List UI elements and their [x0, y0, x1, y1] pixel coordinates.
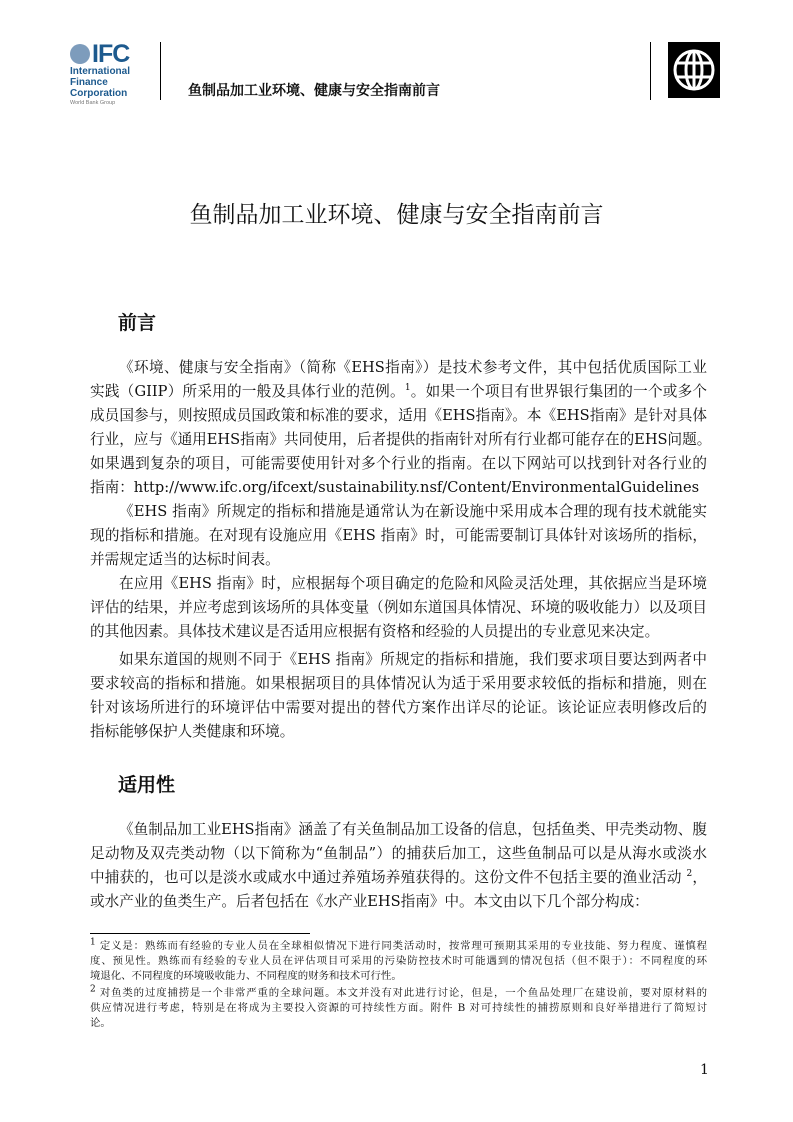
text-line: 针对该场所进行的环境评估中需要对提出的替代方案作出详尽的论证。该论证应表明修改后的	[90, 699, 707, 716]
text-line: 供应情况进行考虑，特别是在将成为主要投入资源的可持续性方面。附件 B 对可持续性的捕捞原则和良好举措进行了简短讨	[90, 1002, 707, 1014]
text-line: 《EHS 指南》所规定的指标和措施是通常认为在新设施中采用成本合理的现有技术就能实	[119, 503, 707, 520]
world-bank-logo	[668, 42, 720, 98]
ifc-globe-icon	[70, 44, 90, 64]
text-line: 或水产业的鱼类生产。后者包括在《水产业EHS指南》中。本文由以下几个部分构成：	[90, 893, 649, 910]
ifc-logo-line3: Corporation	[70, 88, 128, 99]
footnote-number: 2	[90, 984, 96, 995]
guidelines-link[interactable]: 指南：http://www.ifc.org/ifcext/sustainability.nsf/Content/EnvironmentalGuidelines	[90, 479, 700, 496]
text-line: 境退化、不同程度的环境吸收能力、不同程度的财务和技术可行性。	[90, 970, 402, 982]
ifc-logo-line1: International	[70, 66, 131, 77]
text-line: 如果遇到复杂的项目，可能需要使用针对多个行业的指南。在以下网站可以找到针对各行业的	[90, 455, 707, 472]
header-title: 鱼制品加工业环境、健康与安全指南前言	[188, 83, 440, 99]
text-line: 现的指标和措施。在对现有设施应用《EHS 指南》时，可能需要制订具体针对该场所的指标，	[90, 527, 707, 544]
heading-applicability: 适用性	[118, 774, 176, 796]
footnote-2	[90, 986, 707, 1031]
text-line	[90, 986, 707, 1001]
footnote-1	[90, 939, 707, 984]
paragraph-4	[90, 648, 707, 744]
text-line	[90, 939, 707, 954]
footnote-ref[interactable]: 1	[404, 383, 411, 394]
text-line: 评估的结果，并应考虑到该场所的具体变量（例如东道国具体情况、环境的吸收能力）以及项目	[90, 599, 707, 616]
text-line: 如果东道国的规则不同于《EHS 指南》所规定的指标和措施，我们要求项目要达到两者中	[119, 651, 707, 668]
text-line	[90, 380, 707, 404]
text-span: 对鱼类的过度捕捞是一个非常严重的全球问题。本文并没有对此进行讨论，但是，一个鱼品处理厂在建设前，要对原材料的	[95, 987, 707, 999]
text-line: 《鱼制品加工业EHS指南》涵盖了有关鱼制品加工设备的信息，包括鱼类、甲壳类动物、腹	[119, 821, 707, 838]
page-title: 鱼制品加工业环境、健康与安全指南前言	[189, 202, 604, 228]
page-number: 1	[700, 1062, 709, 1078]
text-line: 行业，应与《通用EHS指南》共同使用，后者提供的指南针对所有行业都可能存在的EHS问题。	[90, 431, 712, 448]
text-span: 实践（GIIP）所采用的一般及具体行业的范例。	[90, 383, 405, 400]
text-line: 度、预见性。熟练而有经验的专业人员在评估项目可采用的污染防控技术时可能遇到的情况包括（但不限于）：不同程度的环	[90, 955, 707, 967]
text-span: ，	[692, 869, 707, 886]
header-divider-left	[160, 42, 161, 100]
ifc-logo	[70, 42, 150, 107]
text-line: 要求较高的指标和措施。如果根据项目的具体情况认为适于采用要求较低的指标和措施，则在	[90, 675, 707, 692]
paragraph-5	[90, 818, 707, 914]
ifc-logo-line2: Finance	[70, 77, 108, 88]
paragraph-3	[90, 572, 707, 644]
footnote-number: 1	[90, 937, 96, 948]
text-line: 《环境、健康与安全指南》（简称《EHS指南》）是技术参考文件，其中包括优质国际工业	[119, 359, 707, 376]
paragraph-1	[90, 356, 712, 500]
text-line: 足动物及双壳类动物（以下简称为“鱼制品”）的捕获后加工，这些鱼制品可以是从海水或淡水	[90, 845, 707, 862]
ifc-logo-mark: IFC	[92, 40, 130, 68]
text-span: 定义是：熟练而有经验的专业人员在全球相似情况下进行同类活动时，按常理可预期其采用的专业技能、努力程度、谨慎程	[95, 940, 707, 952]
text-span: 。如果一个项目有世界银行集团的一个或多个	[410, 383, 707, 400]
footnote-divider	[90, 933, 310, 934]
text-span: 中捕获的，也可以是淡水或咸水中通过养殖场养殖获得的。这份文件不包括主要的渔业活动	[90, 869, 687, 886]
text-line: 指标能够保护人类健康和环境。	[90, 723, 295, 740]
paragraph-2	[90, 500, 707, 572]
text-line: 并需规定适当的达标时间表。	[90, 551, 280, 568]
text-line: 成员国参与，则按照成员国政策和标准的要求，适用《EHS指南》。本《EHS指南》是针对具体	[90, 407, 707, 424]
text-line: 的其他因素。具体技术建议是否适用应根据有资格和经验的人员提出的专业意见来决定。	[90, 623, 660, 640]
footnote-ref[interactable]: 2	[686, 869, 693, 880]
heading-preface: 前言	[118, 312, 157, 334]
text-line: 在应用《EHS 指南》时，应根据每个项目确定的危险和风险灵活处理，其依据应当是环境	[119, 575, 707, 592]
text-line	[90, 866, 707, 890]
header-divider-right	[650, 42, 651, 100]
ifc-logo-line4: World Bank Group	[70, 100, 116, 106]
text-line: 论。	[90, 1017, 111, 1029]
globe-icon	[672, 48, 716, 92]
